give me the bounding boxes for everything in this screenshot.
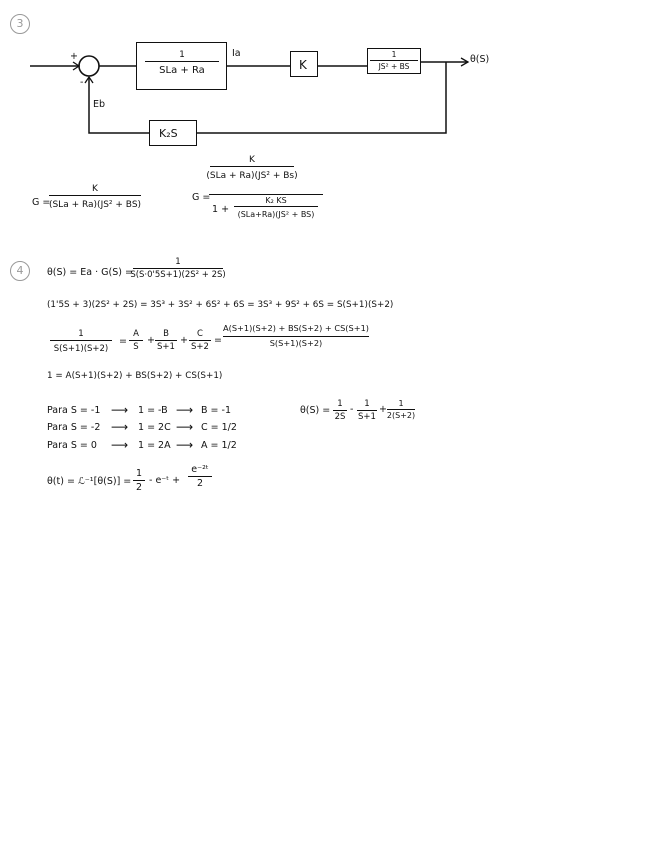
- block-feedback: [149, 120, 197, 146]
- case-1-arrow-2: ⟶: [176, 403, 194, 417]
- result-minus: -: [350, 404, 354, 415]
- theta-definition-den: S(S·0'5S+1)(2S² + 2S): [130, 270, 226, 280]
- pf-c-fraction: [189, 329, 211, 352]
- sum-minus-sign: -: [80, 77, 84, 88]
- case-2-arrow-2: ⟶: [176, 420, 194, 434]
- g-closed-main-bar: [209, 194, 323, 195]
- pf-plus-2: +: [180, 335, 188, 346]
- pf-b-fraction: [155, 329, 177, 352]
- g-open-den: (SLa + Ra)(JS² + BS): [48, 200, 142, 210]
- result-term-3: [387, 399, 415, 420]
- pf-lhs-num: 1: [78, 329, 84, 339]
- result-term-1-den: 2S: [334, 412, 346, 422]
- theta-definition-lhs: θ(S) = Ea · G(S) =: [47, 267, 133, 278]
- pf-plus-1: +: [147, 335, 155, 346]
- block-armature-den: SLa + Ra: [159, 65, 205, 76]
- inverse-middle: - e⁻ᵗ +: [149, 475, 181, 486]
- case-2-equation: 1 = 2C: [138, 422, 171, 433]
- block-gain-k-label: K: [299, 58, 307, 72]
- case-3-result: A = 1/2: [201, 440, 237, 451]
- pf-equals-2: =: [214, 335, 222, 346]
- case-1-arrow: ⟶: [111, 403, 129, 417]
- inverse-half-den: 2: [135, 482, 143, 493]
- block-mechanical-num: 1: [391, 50, 397, 59]
- block-armature-num: 1: [179, 50, 185, 60]
- sum-plus-sign: +: [70, 51, 78, 62]
- case-2-result: C = 1/2: [201, 422, 237, 433]
- g-open-num: K: [92, 184, 98, 194]
- g-closed-inner-den: (SLa+Ra)(JS² + BS): [237, 210, 315, 219]
- pf-rhs-fraction: [223, 323, 369, 348]
- identity-line: 1 = A(S+1)(S+2) + BS(S+2) + CS(S+1): [47, 371, 223, 381]
- case-1-label: Para S = -1: [47, 405, 101, 416]
- result-term-3-num: 1: [398, 399, 404, 408]
- problem-3-number: 3: [10, 14, 30, 34]
- pf-c-num: C: [197, 329, 203, 339]
- g-closed-inner-fraction: [234, 196, 318, 219]
- case-3-arrow: ⟶: [111, 438, 129, 452]
- block-mechanical-fraction: [370, 50, 418, 71]
- pf-a-num: A: [133, 329, 139, 339]
- g-closed-inner-num: K₂ KS: [265, 196, 287, 205]
- result-term-3-den: 2(S+2): [386, 411, 416, 420]
- back-emf-label: Eb: [93, 99, 106, 110]
- pf-rhs-num: A(S+1)(S+2) + BS(S+2) + CS(S+1): [223, 323, 369, 333]
- block-armature: [136, 42, 227, 90]
- g-closed-top-fraction: [206, 155, 298, 181]
- case-2-label: Para S = -2: [47, 422, 101, 433]
- block-mechanical-den: JS² + BS: [378, 62, 410, 71]
- inverse-exp-num: e⁻²ᵗ: [191, 464, 209, 475]
- problem-4-number: 4: [10, 261, 30, 281]
- pf-c-den: S+2: [191, 342, 209, 352]
- g-open-lhs: G =: [32, 197, 51, 208]
- result-lhs: θ(S) =: [300, 405, 331, 416]
- inverse-exp-term: [188, 464, 212, 489]
- case-1-equation: 1 = -B: [138, 405, 168, 416]
- pf-a-fraction: [129, 329, 143, 352]
- theta-definition-fraction: [130, 257, 226, 280]
- expansion-line: (1'5S + 3)(2S² + 2S) = 3S³ + 3S² + 6S² + 6S = 3S³ + 9S² + 6S = S(S+1)(S+2): [47, 300, 394, 310]
- pf-lhs-fraction: [50, 329, 112, 354]
- g-closed-lhs: G =: [192, 192, 211, 203]
- pf-rhs-den: S(S+1)(S+2): [269, 338, 323, 348]
- g-open-fraction: [49, 184, 141, 210]
- block-armature-fraction: [145, 50, 219, 76]
- case-2-arrow: ⟶: [111, 420, 129, 434]
- pf-b-den: S+1: [157, 342, 175, 352]
- block-gain-k: [290, 51, 318, 77]
- pf-equals-1: =: [119, 336, 127, 347]
- result-term-2-num: 1: [364, 399, 370, 409]
- pf-lhs-den: S(S+1)(S+2): [53, 344, 109, 354]
- result-term-1-num: 1: [337, 399, 343, 409]
- case-3-arrow-2: ⟶: [176, 438, 194, 452]
- case-3-label: Para S = 0: [47, 440, 97, 451]
- pf-a-den: S: [133, 342, 139, 352]
- g-closed-top-num: K: [249, 155, 255, 165]
- theta-definition-num: 1: [175, 257, 181, 267]
- block-diagram-wires: [0, 0, 655, 160]
- case-1-result: B = -1: [201, 405, 231, 416]
- inverse-half: [133, 468, 145, 493]
- pf-b-num: B: [163, 329, 169, 339]
- block-mechanical: [367, 48, 421, 74]
- inverse-exp-den: 2: [196, 478, 204, 489]
- g-closed-one-plus: 1 +: [212, 204, 230, 215]
- inverse-half-num: 1: [135, 468, 143, 479]
- result-term-2: [357, 399, 377, 422]
- result-plus: +: [379, 404, 387, 415]
- current-label: Ia: [232, 48, 241, 59]
- case-3-equation: 1 = 2A: [138, 440, 171, 451]
- result-term-1: [333, 399, 347, 422]
- output-label: θ(S): [470, 54, 490, 65]
- result-term-2-den: S+1: [358, 412, 376, 422]
- block-feedback-label: K₂S: [159, 127, 178, 140]
- inverse-lhs: θ(t) = ℒ⁻¹[θ(S)] =: [47, 476, 132, 487]
- g-closed-top-den: (SLa + Ra)(JS² + Bs): [206, 171, 298, 181]
